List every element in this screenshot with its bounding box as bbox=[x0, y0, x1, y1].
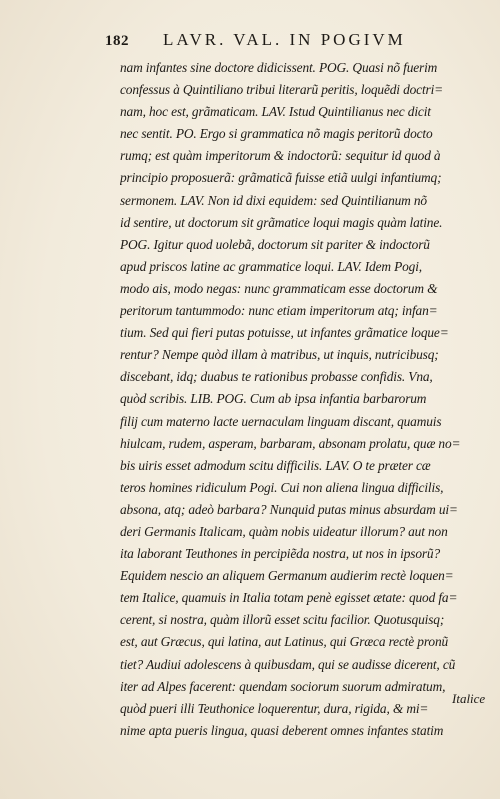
text-line: apud priscos latine ac grammatice loqui. LAV. Idem Pogi, bbox=[120, 258, 422, 274]
text-line: POG. Igitur quod uolebã, doctorum sit pariter & indoctorũ bbox=[120, 236, 430, 252]
text-line: quòd pueri illi Teuthonice loquerentur, dura, rigida, & mi= bbox=[120, 700, 429, 716]
text-line: hiulcam, rudem, asperam, barbaram, absonam prolatu, quæ no= bbox=[120, 435, 461, 451]
text-line: ita laborant Teuthones in percipiẽda nostra, ut nos in ipsorũ? bbox=[120, 546, 441, 562]
text-line: est, aut Græcus, qui latina, aut Latinus, qui Græca rectè pronũ bbox=[120, 634, 449, 650]
text-line: nec sentit. PO. Ergo si grammatica nõ magis peritorũ docto bbox=[120, 126, 433, 142]
text-line: filij cum materno lacte uernaculam linguam discant, quamuis bbox=[120, 413, 442, 429]
text-line: tiet? Audiui adolescens à quibusdam, qui se audisse dicerent, cũ bbox=[120, 656, 456, 672]
text-line: rentur? Nempe quòd illam à matribus, ut inquis, nutricibusq; bbox=[120, 347, 439, 363]
text-line: Equidem nescio an aliquem Germanum audierim rectè loquen= bbox=[120, 568, 454, 584]
text-line: deri Germanis Italicam, quàm nobis uideatur illorum? aut non bbox=[120, 523, 448, 539]
text-line: id sentire, ut doctorum sit grãmatice loqui magis quàm latine. bbox=[120, 214, 443, 230]
text-line: confessus à Quintiliano tribui literarũ peritis, loquẽdi doctri= bbox=[120, 82, 444, 98]
running-head: LAVR. VAL. IN POGIVM bbox=[163, 30, 406, 49]
text-line: tem Italice, quamuis in Italia totam penè egisset ætate: quod fa= bbox=[120, 590, 458, 606]
text-line: nam infantes sine doctore didicissent. POG. Quasi nõ fuerim bbox=[120, 60, 438, 75]
text-line: principio proposuerã: grãmaticã fuisse etiã uulgi infantiumq; bbox=[120, 170, 442, 186]
page-number: 182 bbox=[105, 33, 129, 49]
text-line: discebant, idq; duabus te rationibus probasse confidis. Vna, bbox=[120, 369, 433, 385]
text-line: nam, hoc est, grãmaticam. LAV. Istud Quintilianus nec dicit bbox=[120, 104, 431, 120]
catchword: Italice bbox=[452, 691, 486, 706]
text-line: nime apta pueris lingua, quasi deberent omnes infantes statim bbox=[120, 722, 444, 738]
page-header bbox=[105, 30, 485, 52]
text-line: peritorum tantummodo: nunc etiam imperitorum atq; infan= bbox=[120, 303, 438, 319]
text-line: rumq; est quàm imperitorum & indoctorũ: sequitur id quod à bbox=[120, 148, 441, 164]
text-line: quòd scribis. LIB. POG. Cum ab ipsa infantia barbarorum bbox=[120, 391, 427, 407]
text-line: cerent, si nostra, quàm illorũ esset scitu facilior. Quotusquisq; bbox=[120, 612, 445, 628]
text-line: teros homines ridiculum Pogi. Cui non aliena lingua difficilis, bbox=[120, 479, 444, 495]
text-line: bis uiris esset admodum scitu difficilis. LAV. O te præter cæ bbox=[120, 457, 431, 473]
text-line: iter ad Alpes facerent: quendam sociorum suorum admiratum, bbox=[120, 678, 446, 694]
text-block bbox=[120, 57, 482, 742]
text-line: modo ais, modo negas: nunc grammaticam esse doctorum & bbox=[120, 280, 438, 296]
text-line: absona, atq; adeò barbara? Nunquid putas minus absurdam ui= bbox=[120, 501, 458, 517]
text-line: tium. Sed qui fieri putas potuisse, ut infantes grãmatice loque= bbox=[120, 325, 449, 341]
text-line: sermonem. LAV. Non id dixi equidem: sed Quintilianum nõ bbox=[120, 192, 427, 208]
